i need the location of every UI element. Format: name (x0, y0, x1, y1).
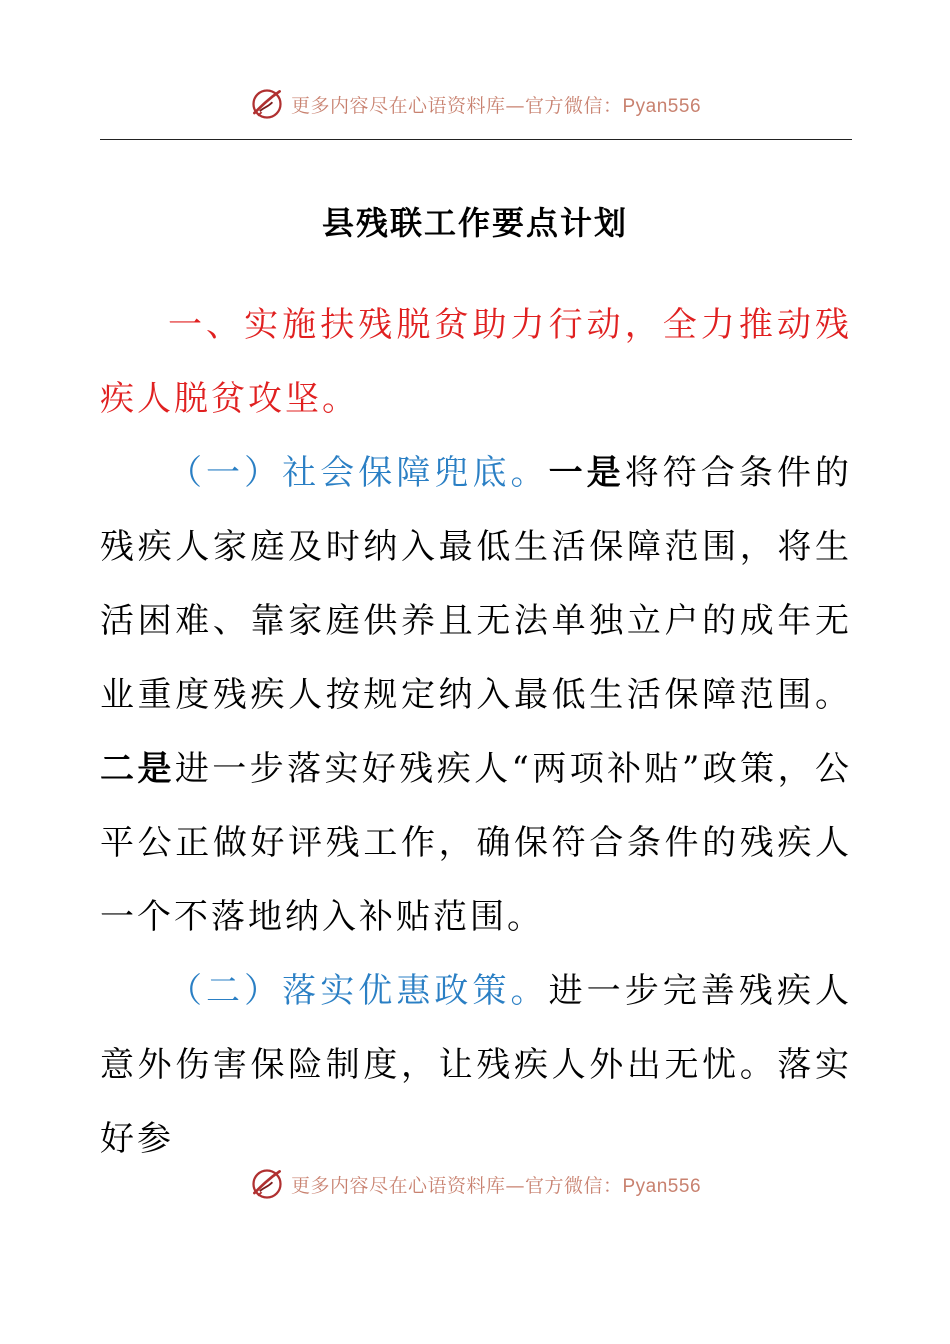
banner-text: 更多内容尽在心语资料库—官方微信： (290, 1174, 623, 1197)
item1-text2: 进一步落实好残疾人“两项补贴”政策，公平公正做好评残工作，确保符合条件的残疾人一个不落地纳入补贴范围。 (100, 749, 853, 937)
item1-text1: 将符合条件的残疾人家庭及时纳入最低生活保障范围，将生活困难、靠家庭供养且无法单独立户的成年无业重度残疾人按规定纳入最低生活保障范围。 (100, 453, 853, 715)
item1-label: （一）社会保障兜底。 (168, 453, 549, 493)
item1-bold2: 二是 (100, 749, 175, 789)
document-title: 县残联工作要点计划 (321, 204, 628, 242)
paragraph-item2 (100, 954, 852, 1176)
banner-text: 更多内容尽在心语资料库—官方微信： (290, 94, 623, 117)
item2-label: （二）落实优惠政策。 (168, 971, 549, 1011)
banner-handle: Pyan556 (622, 95, 702, 117)
banner-handle: Pyan556 (622, 1175, 702, 1197)
section-heading: 一、实施扶残脱贫助力行动，全力推动残疾人脱贫攻坚。 (100, 305, 852, 419)
pen-logo-icon (249, 1166, 285, 1202)
footer-banner (0, 1162, 950, 1206)
header-divider (100, 139, 852, 140)
pen-logo-icon (249, 86, 285, 122)
document-body (100, 288, 852, 1176)
item1-bold1: 一是 (548, 453, 625, 493)
item2-text: 进一步完善残疾人意外伤害保险制度，让残疾人外出无忧。落实好参 (100, 971, 853, 1159)
paragraph-item1 (100, 436, 852, 954)
header-banner (0, 82, 950, 126)
